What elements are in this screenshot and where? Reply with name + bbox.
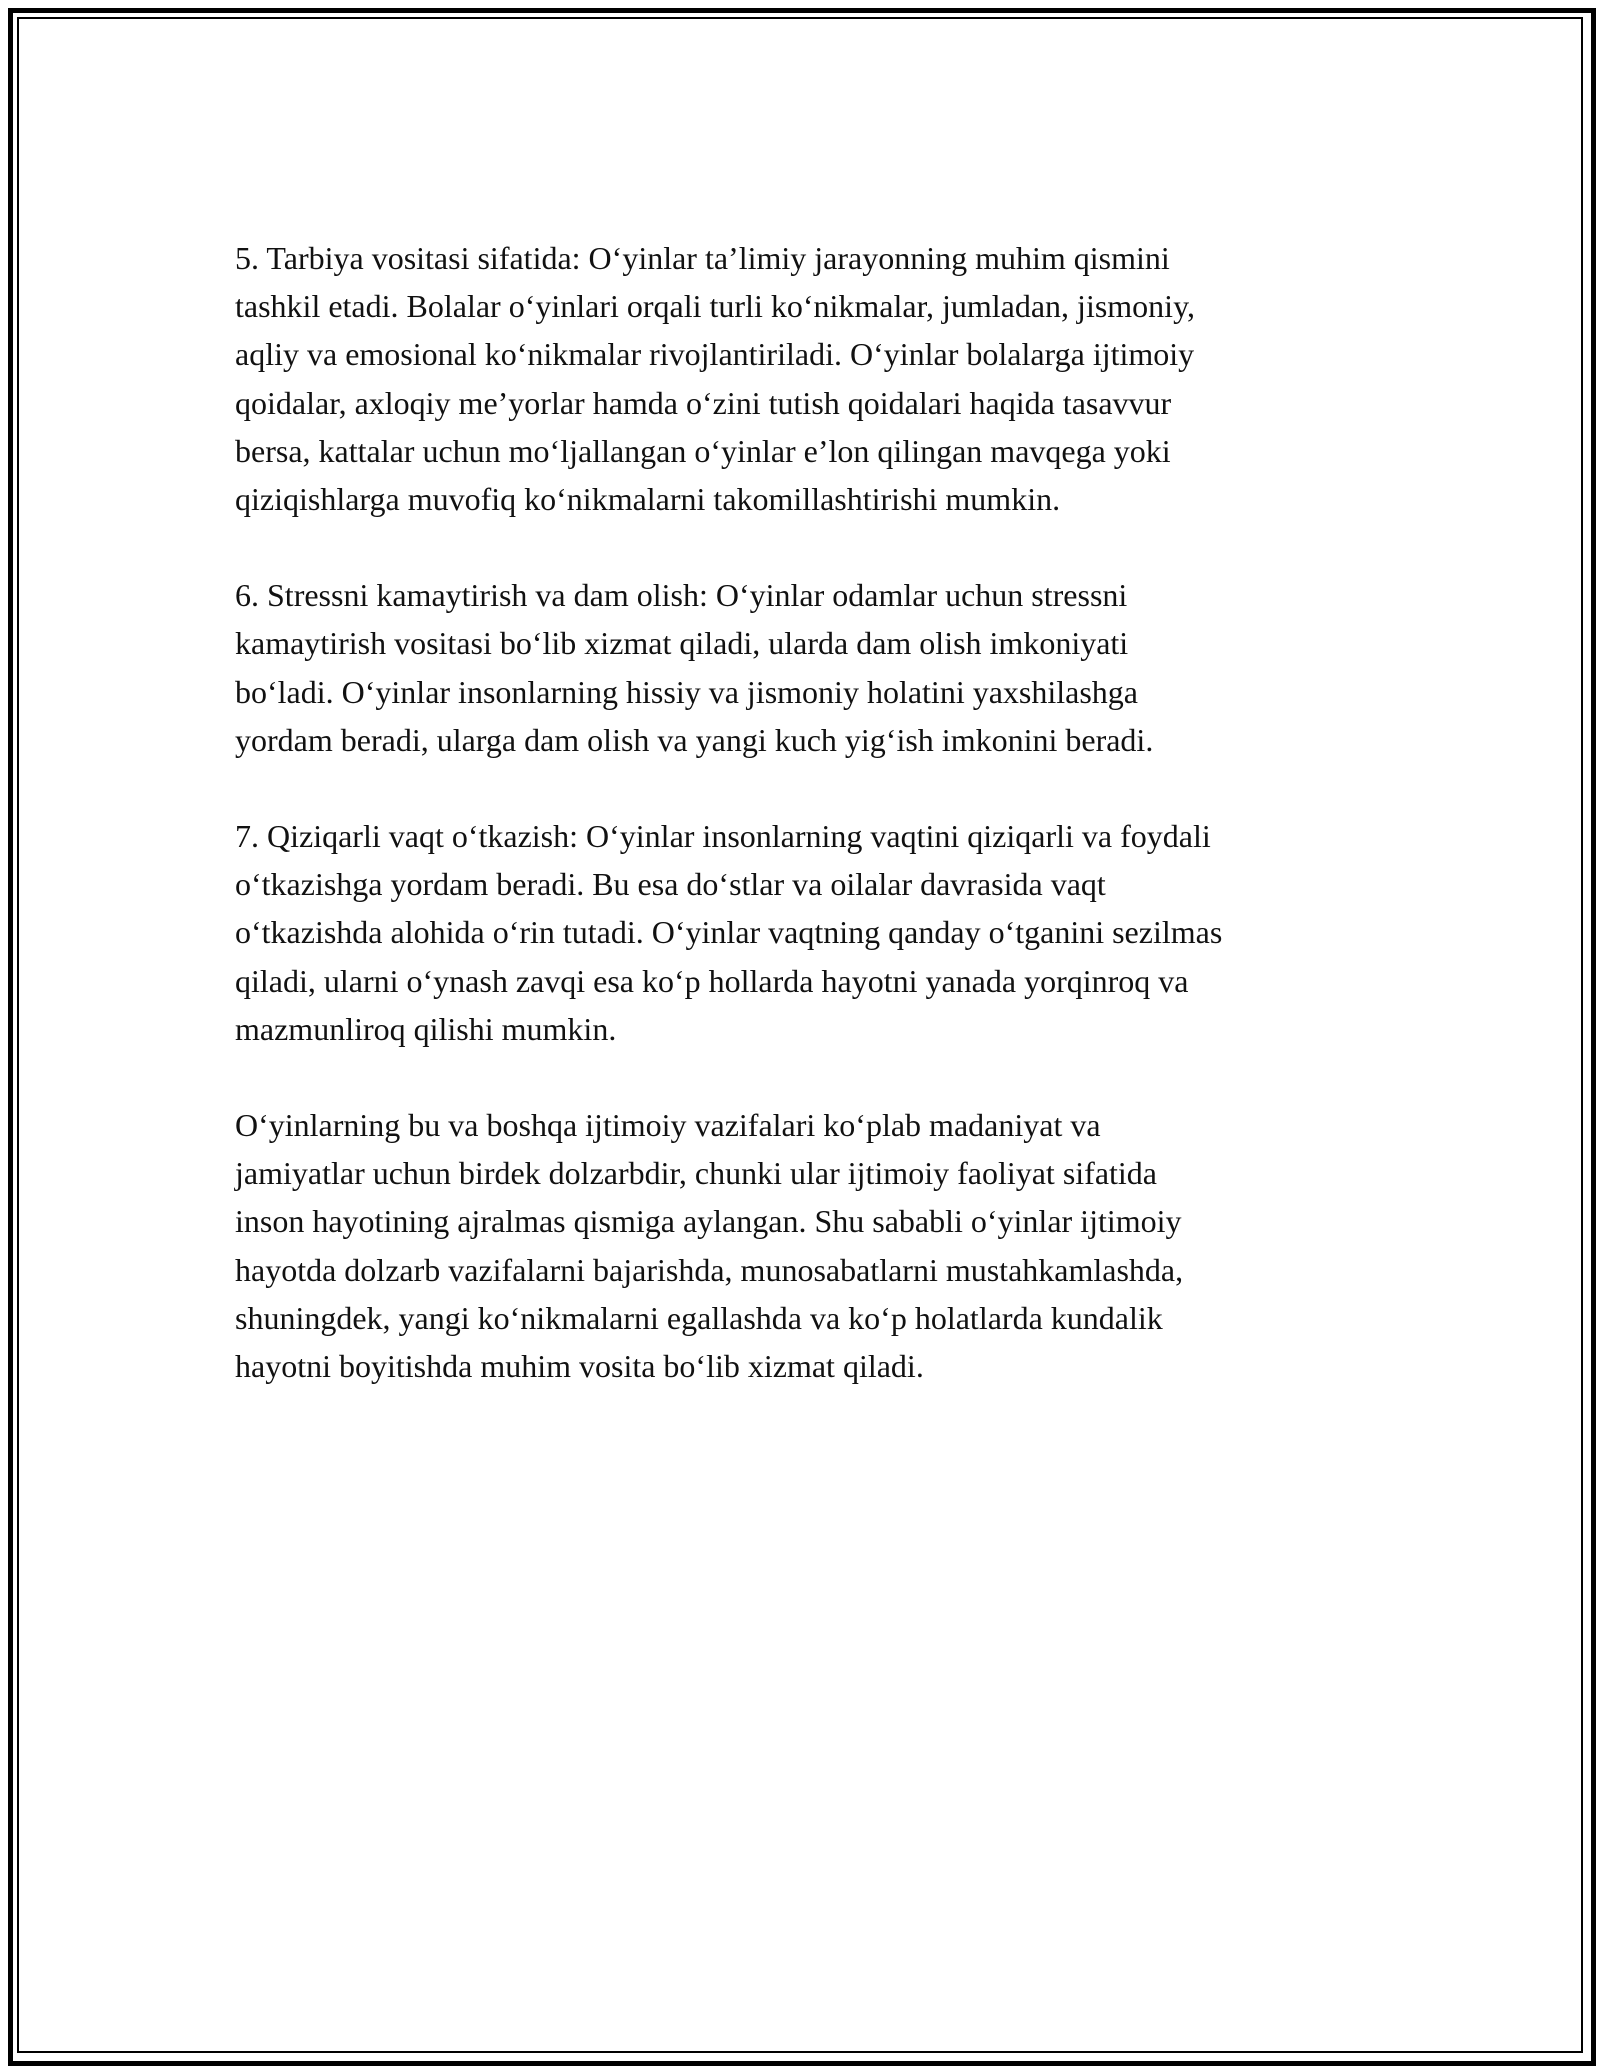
paragraph-tarbiya-vositasi: 5. Tarbiya vositasi sifatida: O‘yinlar ta’limiy jarayonning muhim qismini tashkil etadi. Bolalar o‘yinlari orqali turli ko‘nikmalar, jumladan, jismoniy, aqliy va emosional ko‘nikmalar rivojlantiriladi. O‘yinlar bolalarga ijtimoiy qoidalar, axloqiy me’yorlar hamda o‘zini tutish qoidalari haqida tasavvur bersa, kattalar uchun mo‘ljallangan o‘yinlar e’lon qilingan mavqega yoki qiziqishlarga muvofiq ko‘nikmalarni takomillashtirishi mumkin. [235, 240, 1195, 518]
paragraph-conclusion: O‘yinlarning bu va boshqa ijtimoiy vazifalari ko‘plab madaniyat va jamiyatlar uchun birdek dolzarbdir, chunki ular ijtimoiy faoliyat sifatida inson hayotining ajralmas qismiga aylangan. Shu sababli o‘yinlar ijtimoiy hayotda dolzarb vazifalarni bajarishda, munosabatlarni mustahkamlashda, shuningdek, yangi ko‘nikmalarni egallashda va ko‘p holatlarda kundalik hayotni boyitishda muhim vosita bo‘lib xizmat qiladi. [235, 1107, 1184, 1385]
document-body [235, 234, 1385, 1438]
paragraph-stressni-kamaytirish: 6. Stressni kamaytirish va dam olish: O‘yinlar odamlar uchun stressni kamaytirish vositasi bo‘lib xizmat qiladi, ularda dam olish imkoniyati bo‘ladi. O‘yinlar insonlarning hissiy va jismoniy holatini yaxshilashga yordam beradi, ularga dam olish va yangi kuch yig‘ish imkonini beradi. [235, 577, 1154, 758]
paragraph-qiziqarli-vaqt: 7. Qiziqarli vaqt o‘tkazish: O‘yinlar insonlarning vaqtini qiziqarli va foydali o‘tkazishga yordam beradi. Bu esa do‘stlar va oilalar davrasida vaqt o‘tkazishda alohida o‘rin tutadi. O‘yinlar vaqtning qanday o‘tganini sezilmas qiladi, ularni o‘ynash zavqi esa ko‘p hollarda hayotni yanada yorqinroq va mazmunliroq qilishi mumkin. [235, 818, 1223, 1047]
